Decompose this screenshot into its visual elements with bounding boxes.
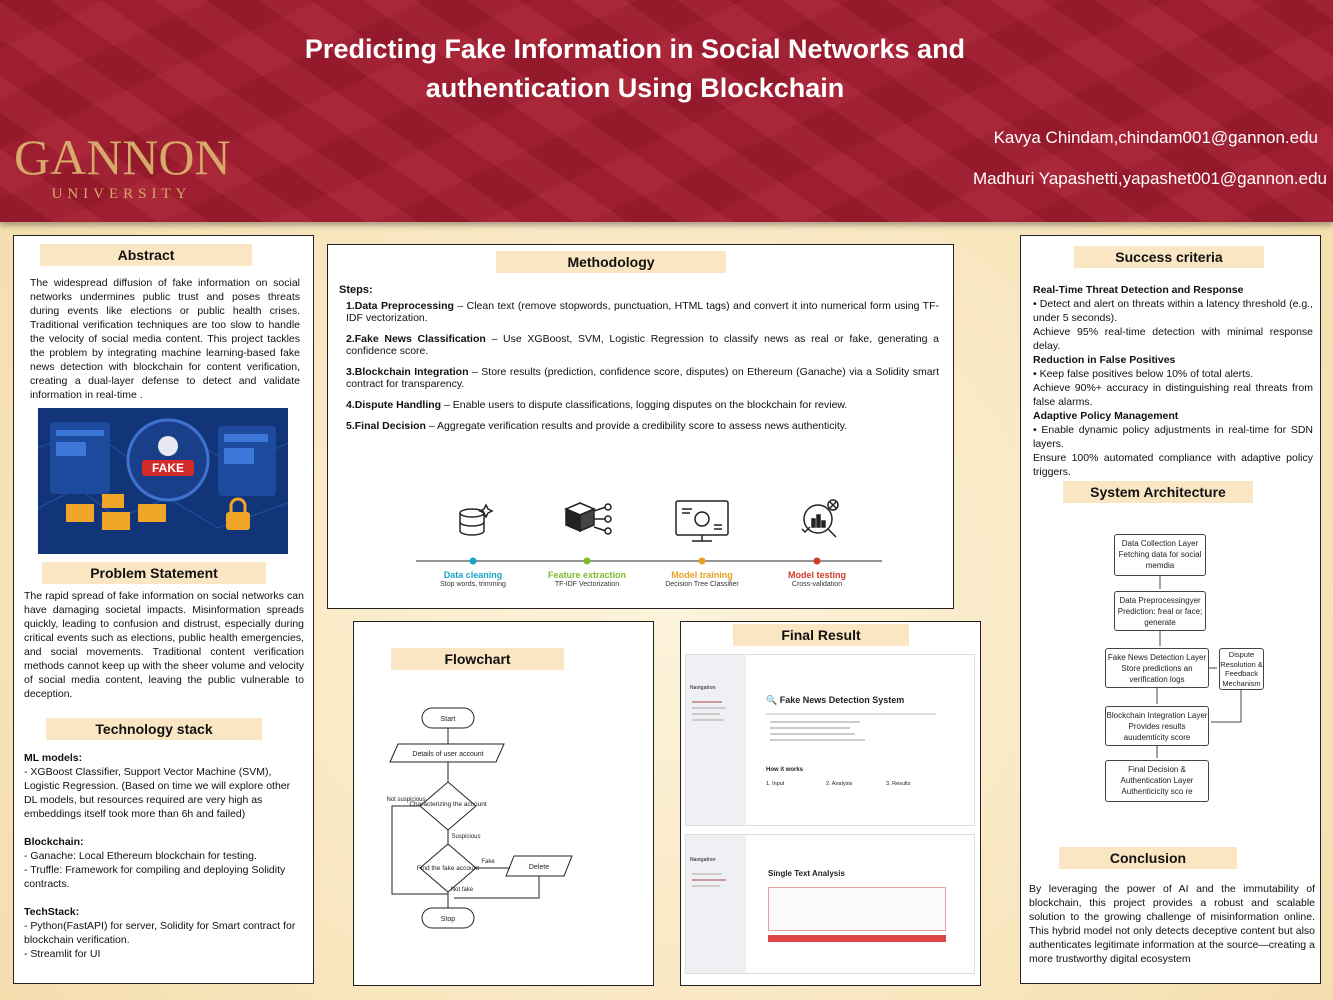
screenshot-detection-system xyxy=(685,654,975,826)
abstract-text: The widespread diffusion of fake information on social networks undermines public trust and poses threats during events like elections or public health crises. Traditional verification techniques are too slow to handle the velocity of social media content. This project tackles the problem by integrating machine learning-based fake news detection with blockchain for content verification, creating a dual-layer defense to detect and validate information in real-time . xyxy=(30,277,300,401)
arch-dispute-resolution: Dispute Resolution & Feedback Mechanism xyxy=(1219,648,1264,690)
flow-fake-label: Fake xyxy=(481,859,495,865)
logo-sub: UNIVERSITY xyxy=(51,186,192,202)
pipeline-sub-1: Stop words, trimming xyxy=(440,581,506,588)
flowchart-title: Flowchart xyxy=(391,648,564,670)
ml-heading: ML models: xyxy=(24,752,83,764)
pipeline-label-2: Feature extraction xyxy=(547,570,627,580)
pipeline-label-1: Data cleaning xyxy=(443,570,503,580)
sidebar xyxy=(686,655,746,825)
magnifier-chart-icon xyxy=(802,500,838,537)
arch-blockchain-layer: Blockchain Integration Layer Provides results auudemticity score xyxy=(1105,706,1209,746)
step-3: 3.Blockchain Integration – Store results (prediction, confidence score, disputes) on Ethereum (Ganache) via a Solidity smart contract for transparency. xyxy=(346,366,939,390)
title-line-1: Predicting Fake Information in Social Networks and xyxy=(304,34,966,64)
fake-news-illustration xyxy=(38,408,288,554)
conclusion-text: By leveraging the power of AI and the immutability of blockchain, this project provides a robust and scalable solution to the growing challenge of misinformation online. This hybrid model not only detects deceptive content but also authenticates legitimate information at the source—creating a more trustworthy digital ecosystem xyxy=(1029,883,1315,965)
flow-details-label: Details of user account xyxy=(412,751,484,758)
flow-stop-label: Stop xyxy=(440,916,456,923)
screenshot-single-text xyxy=(685,834,975,974)
techstack-heading: TechStack: xyxy=(24,906,80,918)
success-h2: Reduction in False Positives xyxy=(1033,354,1176,366)
flow-start-label: Start xyxy=(440,716,456,723)
flowchart-panel xyxy=(353,621,654,986)
tech-stack-content xyxy=(24,751,296,961)
architecture-connectors xyxy=(1021,236,1322,836)
blockchain-item-2: - Truffle: Framework for compiling and deploying Solidity contracts. xyxy=(24,864,286,890)
pipeline-sub-4: Cross-validation xyxy=(791,581,843,588)
author-2: Madhuri Yapashetti,yapashet001@gannon.edu xyxy=(972,169,1327,188)
col-results: 3. Results xyxy=(886,781,911,787)
problem-statement-title: Problem Statement xyxy=(42,562,266,584)
success-p3a: • Enable dynamic policy adjustments in real-time for SDN layers. xyxy=(1033,424,1314,450)
final-result-title: Final Result xyxy=(733,624,909,646)
pipeline-sub-2: TF-IDF Vectorization xyxy=(554,581,620,588)
arch-final-decision: Final Decision & Authentication Layer Authenticicity sco re xyxy=(1105,760,1209,802)
arch-data-collection: Data Collection Layer Fetching data for social memdia xyxy=(1114,534,1206,576)
col-analysis: 2. Analysis xyxy=(826,781,853,787)
methodology-panel xyxy=(327,244,954,609)
sidebar-2 xyxy=(686,835,746,973)
techstack-item-2: - Streamlit for UI xyxy=(24,948,101,960)
step-1: 1.Data Preprocessing – Clean text (remove stopwords, punctuation, HTML tags) and convert it into numerical form using TF-IDF vectorization. xyxy=(346,300,939,324)
author-1: Kavya Chindam,chindam001@gannon.edu xyxy=(993,128,1318,147)
flowchart-diagram xyxy=(374,702,604,942)
techstack-item-1: - Python(FastAPI) for server, Solidity for Smart contract for blockchain verification. xyxy=(24,920,296,946)
methodology-steps xyxy=(346,300,939,441)
problem-statement-text: The rapid spread of fake information on social networks can have damaging societal impacts. Misinformation spreads quickly, leading to confusion and distrust, especially during critical events such as elections, public health emergencies, and social movements. Traditional content verification methods cannot keep up with the sheer volume and velocity of social media content, leaving the public vulnerable to deception. xyxy=(24,590,304,700)
success-p3b: Ensure 100% automated compliance with adaptive policy triggers. xyxy=(1033,452,1313,478)
pipeline-label-4: Model testing xyxy=(788,570,846,580)
left-column-panel xyxy=(13,235,314,984)
success-h3: Adaptive Policy Management xyxy=(1033,410,1179,422)
monitor-gear-icon xyxy=(676,501,728,541)
success-p2a: • Keep false positives below 10% of total alerts. xyxy=(1033,368,1254,380)
database-icon xyxy=(460,505,492,535)
university-logo xyxy=(14,129,231,203)
success-criteria-title: Success criteria xyxy=(1074,246,1264,268)
col-input: 1. Input xyxy=(766,781,785,787)
step-5: 5.Final Decision – Aggregate verification results and provide a credibility score to assess news authenticity. xyxy=(346,420,848,432)
right-column-panel xyxy=(1020,235,1321,984)
pipeline-sub-3: Decision Tree Classifier xyxy=(665,581,739,588)
blockchain-item-1: - Ganache: Local Ethereum blockchain for testing. xyxy=(24,850,257,862)
ml-text: - XGBoost Classifier, Support Vector Machine (SVM), Logistic Regression. (Based on time we will explore other DL models, but resources required are very high as embeddings itself took more than 6h and failed) xyxy=(24,766,291,820)
success-p1a: • Detect and alert on threats within a latency threshold (e.g., under 5 seconds). xyxy=(1033,298,1313,324)
analyze-button[interactable] xyxy=(768,935,946,942)
success-p1b: Achieve 95% real-time detection with minimal response delay. xyxy=(1033,326,1313,352)
arch-detection-layer: Fake News Detection Layer Store predictions an verification logs xyxy=(1105,648,1209,688)
text-input-area[interactable] xyxy=(768,887,946,931)
single-text-title: Single Text Analysis xyxy=(768,869,845,878)
steps-label: Steps: xyxy=(339,284,373,296)
step-2: 2.Fake News Classification – Use XGBoost, SVM, Logistic Regression to classify news as real or fake, generating a confidence score. xyxy=(346,333,939,357)
abstract-title: Abstract xyxy=(40,244,252,266)
final-result-panel xyxy=(680,621,981,986)
cube-network-icon xyxy=(566,503,611,534)
app-title: 🔍 Fake News Detection System xyxy=(766,695,905,705)
flow-find-fake-label: Find the fake account xyxy=(416,865,480,872)
poster-title xyxy=(240,30,1030,108)
flow-suspicious-label: Suspicious xyxy=(451,834,481,840)
flow-not-suspicious-label: Not suspicious xyxy=(386,797,426,803)
flow-delete-label: Delete xyxy=(528,864,550,871)
success-h1: Real-Time Threat Detection and Response xyxy=(1033,284,1244,296)
nav-label: Navigation xyxy=(690,685,716,691)
how-it-works: How it works xyxy=(766,767,804,773)
pipeline-label-3: Model training xyxy=(671,570,733,580)
arch-preprocessing: Data Preprocessingyer Prediction: freal or face; generate xyxy=(1114,591,1206,631)
system-architecture-title: System Architecture xyxy=(1063,481,1253,503)
conclusion-title: Conclusion xyxy=(1059,847,1237,869)
logo-name: GANNON xyxy=(14,129,231,185)
flow-not-fake-label: Not fake xyxy=(450,887,474,893)
poster-header xyxy=(0,0,1333,222)
methodology-title: Methodology xyxy=(496,251,726,273)
tech-stack-title: Technology stack xyxy=(46,718,262,740)
flow-characterize-label: Characterizing the account xyxy=(409,801,487,808)
pipeline-diagram xyxy=(416,499,886,569)
fake-label: FAKE xyxy=(151,461,185,475)
step-4: 4.Dispute Handling – Enable users to dispute classifications, logging disputes on the blockchain for review. xyxy=(346,399,848,411)
nav-label-2: Navigation xyxy=(690,857,716,863)
title-line-2: authentication Using Blockchain xyxy=(425,73,845,103)
success-p2b: Achieve 90%+ accuracy in distinguishing real threats from false alarms. xyxy=(1033,382,1313,408)
blockchain-heading: Blockchain: xyxy=(24,836,84,848)
